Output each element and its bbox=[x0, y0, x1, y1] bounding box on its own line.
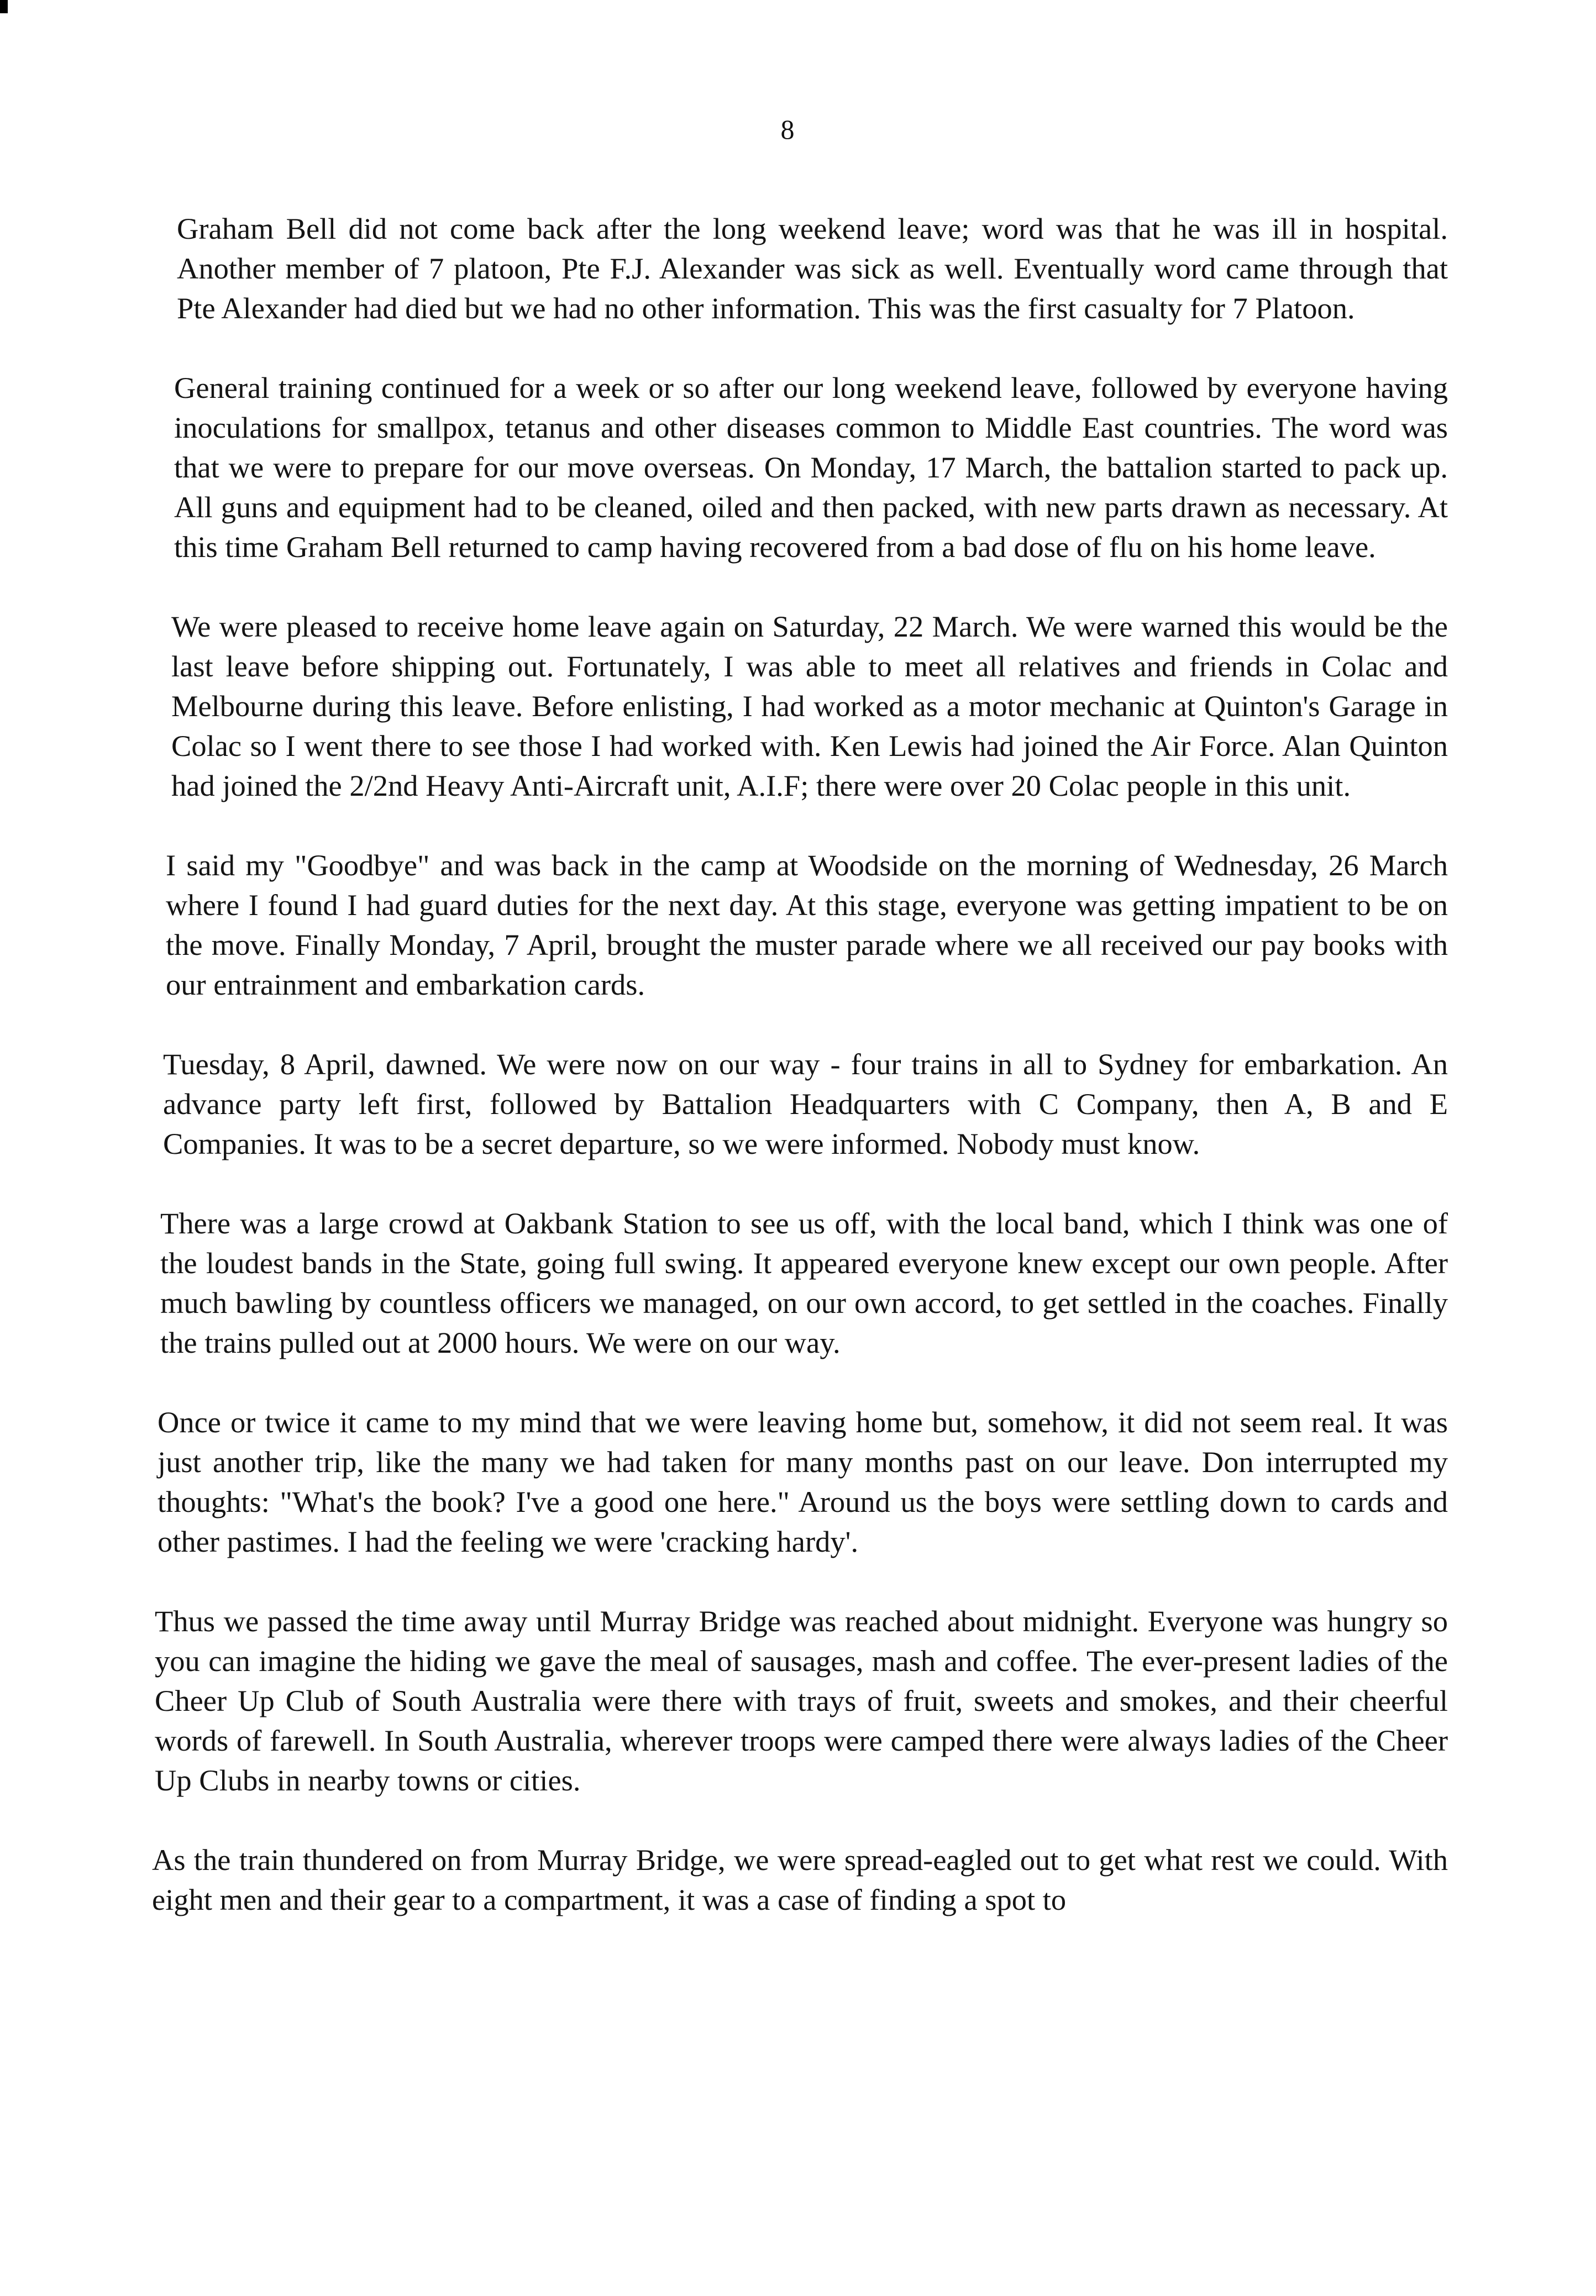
paragraph-goodbye: I said my "Goodbye" and was back in the camp at Woodside on the morning of Wednesday, 26 March where I found I had guard duties for the next day. At this stage, everyone was getting impatient to be on the move. Finally Monday, 7 April, brought the muster parade where we all received our pay books with our entrainment and embarkation cards. bbox=[166, 848, 1448, 1001]
body-text bbox=[149, 209, 1448, 1959]
paragraph-leaving-home: Once or twice it came to my mind that we were leaving home but, somehow, it did not seem real. It was just another trip, like the many we had taken for many months past on our leave. Don interrupted my thoughts: "What's the book? I've a good one here." Around us the boys were settling down to cards and other pastimes. I had the feeling we were 'cracking hardy'. bbox=[158, 1405, 1448, 1558]
paragraph-home-leave: We were pleased to receive home leave again on Saturday, 22 March. We were warned this would be the last leave before shipping out. Fortunately, I was able to meet all relatives and friends in Colac and Melbourne during this leave. Before enlisting, I had worked as a motor mechanic at Quinton's Garage in Colac so I went there to see those I had worked with. Ken Lewis had joined the Air Force. Alan Quinton had joined the 2/2nd Heavy Anti-Aircraft unit, A.I.F; there were over 20 Colac people in this unit. bbox=[171, 610, 1448, 802]
paragraph-graham-bell: Graham Bell did not come back after the long weekend leave; word was that he was ill in hospital. Another member of 7 platoon, Pte F.J. Alexander was sick as well. Eventually word came through that Pte Alexander had died but we had no other information. This was the first casualty for 7 Platoon. bbox=[177, 212, 1448, 325]
paragraph-general-training: General training continued for a week or so after our long weekend leave, followed by everyone having inoculations for smallpox, tetanus and other diseases common to Middle East countries. The word was that we were to prepare for our move overseas. On Monday, 17 March, the battalion started to pack up. All guns and equipment had to be cleaned, oiled and then packed, with new parts drawn as necessary. At this time Graham Bell returned to camp having recovered from a bad dose of flu on his home leave. bbox=[174, 371, 1448, 564]
paragraph-train-thundered: As the train thundered on from Murray Bridge, we were spread-eagled out to get what rest we could. With eight men and their gear to a compartment, it was a case of finding a spot to bbox=[152, 1843, 1448, 1916]
paragraph-murray-bridge: Thus we passed the time away until Murray Bridge was reached about midnight. Everyone was hungry so you can imagine the hiding we gave the meal of sausages, mash and coffee. The ever-present ladies of the Cheer Up Club of South Australia were there with trays of fruit, sweets and smokes, and their cheerful words of farewell. In South Australia, wherever troops were camped there were always ladies of the Cheer Up Clubs in nearby towns or cities. bbox=[155, 1604, 1448, 1797]
page-number: 8 bbox=[780, 114, 795, 145]
paragraph-oakbank-station: There was a large crowd at Oakbank Station to see us off, with the local band, which I think was one of the loudest bands in the State, going full swing. It appeared everyone knew except our own people. After much bawling by countless officers we managed, on our own accord, to get settled in the coaches. Finally the trains pulled out at 2000 hours. We were on our way. bbox=[160, 1206, 1448, 1359]
paragraph-departure: Tuesday, 8 April, dawned. We were now on our way - four trains in all to Sydney for embarkation. An advance party left first, followed by Battalion Headquarters with C Company, then A, B and E Companies. It was to be a secret departure, so we were informed. Nobody must know. bbox=[163, 1047, 1448, 1160]
scan-corner-mark bbox=[0, 0, 8, 13]
